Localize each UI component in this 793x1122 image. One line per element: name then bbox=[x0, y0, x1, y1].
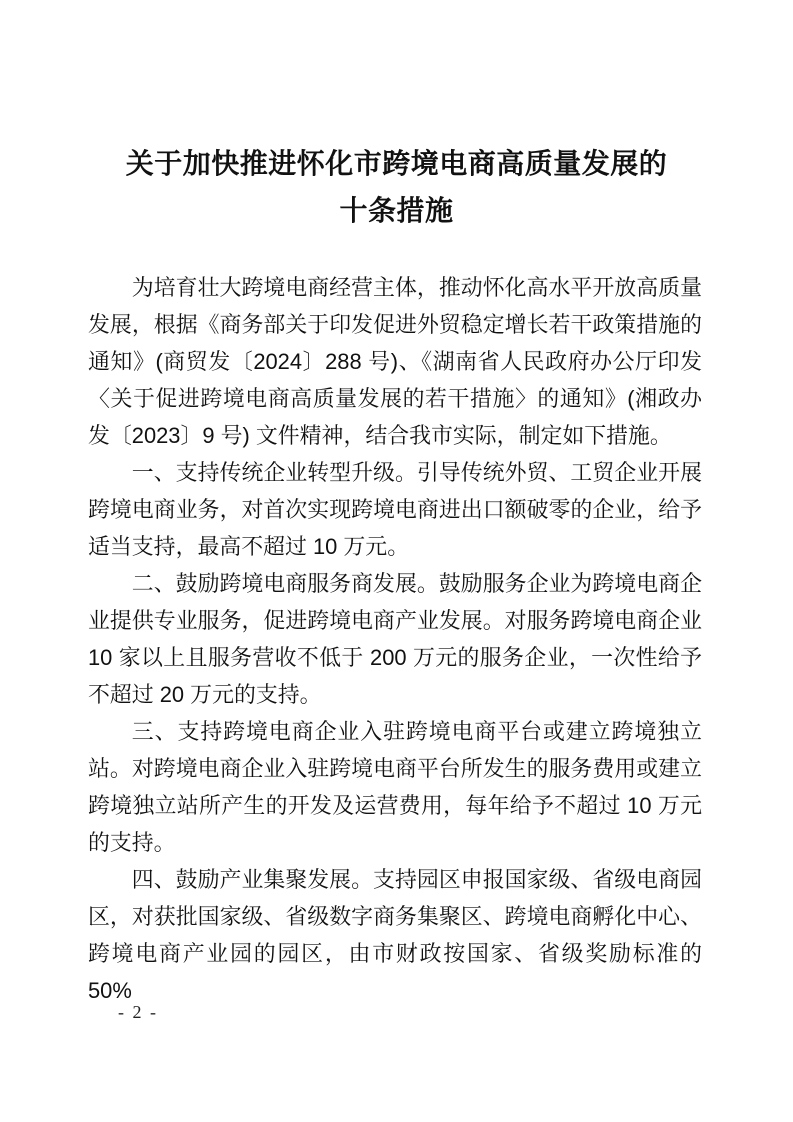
document-title-line-1: 关于加快推进怀化市跨境电商高质量发展的 bbox=[125, 148, 668, 179]
paragraph-heading: 二、鼓励跨境电商服务商发展。 bbox=[131, 571, 439, 596]
document-title bbox=[0, 140, 793, 234]
paragraph-text: 引导传统外贸、工贸企业开展跨境电商业务，对首次实现跨境电商进出口额破零的企业，给予适当支持，最高不超过 10 万元。 bbox=[88, 460, 702, 559]
paragraph-text: 对跨境电商企业入驻跨境电商平台所发生的服务费用或建立跨境独立站所产生的开发及运营费用，每年给予不超过 10 万元的支持。 bbox=[88, 756, 702, 855]
paragraph-heading: 一、支持传统企业转型升级。 bbox=[131, 460, 417, 485]
page-number: - 2 - bbox=[118, 1002, 158, 1022]
document-title-line-2: 十条措施 bbox=[339, 195, 454, 226]
paragraph-text: 支持园区申报国家级、省级电商园区，对获批国家级、省级数字商务集聚区、跨境电商孵化中心、跨境电商产业园的园区，由市财政按国家、省级奖励标准的 50% bbox=[88, 867, 702, 1003]
paragraph bbox=[88, 713, 702, 861]
paragraph bbox=[88, 861, 702, 1009]
paragraph-text: 鼓励服务企业为跨境电商企业提供专业服务，促进跨境电商产业发展。对服务跨境电商企业 10 家以上且服务营收不低于 200 万元的服务企业，一次性给予不超过 20 万元的支持。 bbox=[88, 571, 702, 707]
document-body bbox=[88, 269, 702, 1009]
paragraph-text: 为培育壮大跨境电商经营主体，推动怀化高水平开放高质量发展，根据《商务部关于印发促进外贸稳定增长若干政策措施的通知》(商贸发〔2024〕288 号)、《湖南省人民政府办公厅印发〈关于促进跨境电商高质量发展的若干措施〉的通知》(湘政办发〔2023〕9 号) 文件精神，结合我市实际，制定如下措施。 bbox=[88, 275, 702, 448]
paragraph bbox=[88, 269, 702, 454]
paragraph-heading: 三、支持跨境电商企业入驻跨境电商平台或建立跨境独立站。 bbox=[88, 719, 702, 781]
paragraph bbox=[88, 454, 702, 565]
paragraph bbox=[88, 565, 702, 713]
paragraph-heading: 四、鼓励产业集聚发展。 bbox=[131, 867, 374, 892]
